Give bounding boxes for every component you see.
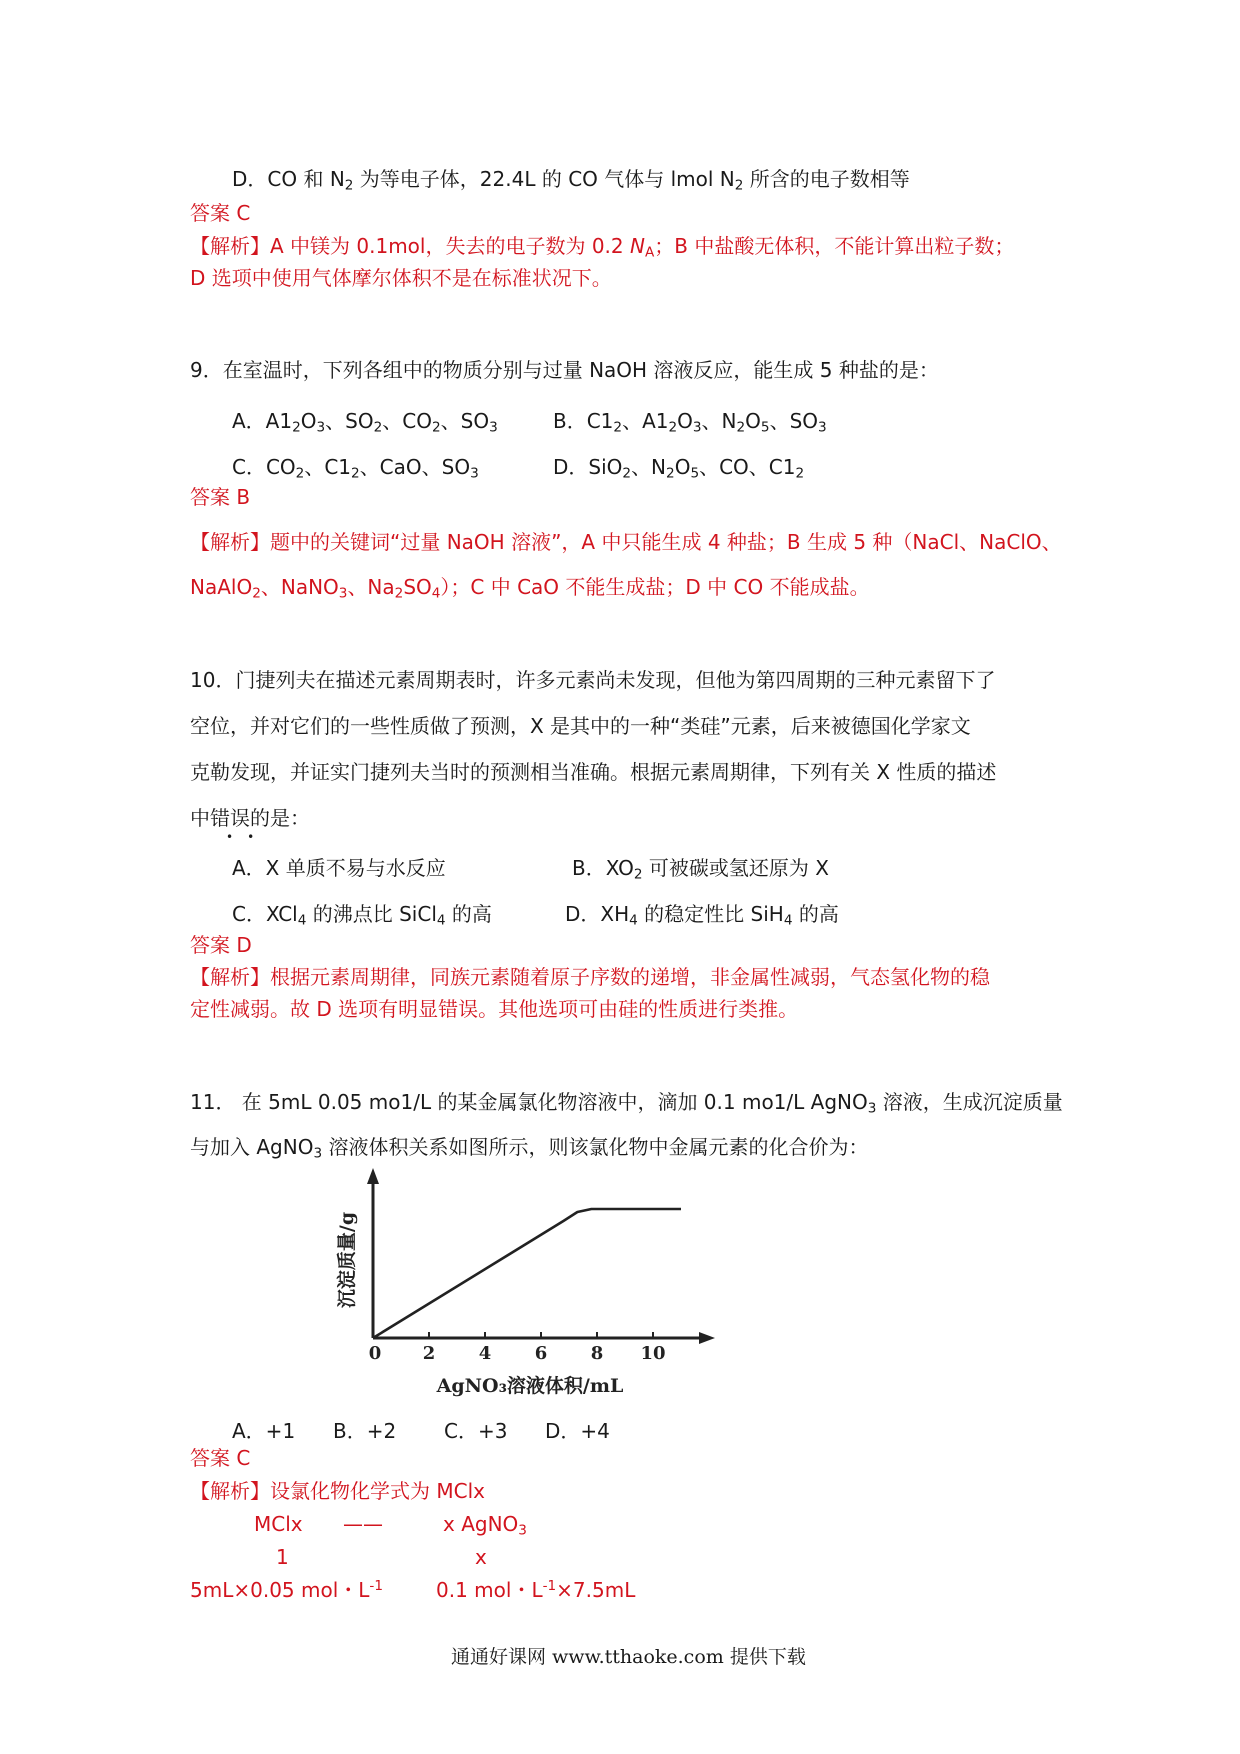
q11-option-a: A．+1 [232,1419,296,1443]
q11-option-d: D．+4 [545,1419,610,1443]
q10-analysis-line2: 定性减弱。故 D 选项有明显错误。其他选项可由硅的性质进行类推。 [190,997,799,1021]
q11-calc-right-3: 0.1 mol・$L^{-1}\times 7.5mL$ [436,1578,636,1602]
precipitate-chart [320,1160,800,1400]
emphasis-dots-icon: •• [226,830,269,844]
chart-x-tick-label: 10 [640,1343,666,1364]
q8-analysis-line2: D 选项中使用气体摩尔体积不是在标准状况下。 [190,266,612,290]
q9-option-d: D．SiO$_2$、$N_2O_5$、CO、$C1_2$ [553,455,805,482]
q10-analysis-line1: 【解析】根据元素周期律，同族元素随着原子序数的递增，非金属性减弱，气态氢化物的稳 [190,965,990,989]
q9-analysis-line2: NaAlO$_2$、NaNO$_3$、$Na_2SO_4$）；C 中 CaO 不能生成盐；D 中 CO 不能成盐。 [190,575,870,602]
q9-analysis-line1: 【解析】题中的关键词“过量 NaOH 溶液”，A 中只能生成 4 种盐；B 生成 5 种（NaCl、NaClO、 [190,530,1062,554]
q10-answer: 答案 D [190,933,252,957]
q8-option-d: D．CO 和 $N_2$ 为等电子体，22.4L 的 CO 气体与 lmol $N_2$ 所含的电子数相等 [232,167,910,194]
chart-x-tick-label: 6 [534,1343,548,1364]
q10-stem-line4-text: 中错误的是： [190,806,310,830]
q9-option-a: A．$A1_2O_3$、$SO_2$、$CO_2$、$SO_3$ [232,409,498,436]
q11-stem-line1: 11． 在 5mL 0.05 mo1/L 的某金属氯化物溶液中，滴加 0.1 mo1/L AgNO$_3$ 溶液，生成沉淀质量 [190,1090,1063,1117]
q10-option-c: C．XCl$_4$ 的沸点比 SiCl$_4$ 的高 [232,902,492,929]
q9-option-c: C．$CO_2$、$C1_2$、CaO、$SO_3$ [232,455,479,482]
q10-stem-line4 [190,806,310,844]
page-footer: 通通好课网 www.tthaoke.com 提供下载 [451,1646,806,1668]
y-axis-arrow-icon [367,1168,379,1184]
q10-option-a: A．X 单质不易与水反应 [232,856,446,880]
q11-calc-right-1: x AgNO$_3$ [443,1512,527,1539]
chart-y-axis-label: 沉淀质量/g [336,1211,358,1309]
x-axis-arrow-icon [699,1332,715,1344]
q10-option-d: D．$XH_4$ 的稳定性比 SiH$_4$ 的高 [565,902,839,929]
q8-analysis-line1: 【解析】A 中镁为 0.1mol，失去的电子数为 0.2 $N_A$；B 中盐酸无体积，不能计算出粒子数； [190,234,1015,261]
q11-calc-left-3: 5mL×0.05 mol・$L^{-1}$ [190,1578,383,1602]
q10-stem-line3: 克勒发现，并证实门捷列夫当时的预测相当准确。根据元素周期律，下列有关 X 性质的描述 [190,760,997,784]
q11-option-c: C．+3 [444,1419,508,1443]
q11-calc-left-2: 1 [276,1545,289,1569]
q11-calc-left-1: MClx [254,1512,303,1536]
q11-option-b: B．+2 [333,1419,397,1443]
q10-stem-line1: 10．门捷列夫在描述元素周期表时，许多元素尚未发现，但他为第四周期的三种元素留下了 [190,668,996,692]
chart-x-tick-label: 2 [422,1343,436,1364]
q10-option-b: B．$XO_2$ 可被碳或氢还原为 X [572,856,829,883]
q11-stem-line2: 与加入 AgNO$_3$ 溶液体积关系如图所示，则该氯化物中金属元素的化合价为： [190,1135,869,1162]
q9-option-b: B．$C1_2$、$A1_2O_3$、$N_2O_5$、$SO_3$ [553,409,827,436]
q10-stem-line2: 空位，并对它们的一些性质做了预测，X 是其中的一种“类硅”元素，后来被德国化学家文 [190,714,971,738]
chart-x-tick-label: 0 [368,1343,382,1364]
chart-x-tick-label: 8 [590,1343,604,1364]
q9-answer: 答案 B [190,485,251,509]
q8-answer: 答案 C [190,201,251,225]
q11-calc-dash: —— [343,1512,383,1536]
q11-calc-right-2: x [475,1545,487,1569]
q11-analysis-line1: 【解析】设氯化物化学式为 MClx [190,1479,485,1503]
chart-x-axis-label: AgNO₃溶液体积/mL [436,1375,624,1397]
q11-answer: 答案 C [190,1446,251,1470]
chart-series-line [373,1209,681,1338]
chart-x-tick-label: 4 [478,1343,492,1364]
q9-stem: 9．在室温时，下列各组中的物质分别与过量 NaOH 溶液反应，能生成 5 种盐的是： [190,358,939,382]
